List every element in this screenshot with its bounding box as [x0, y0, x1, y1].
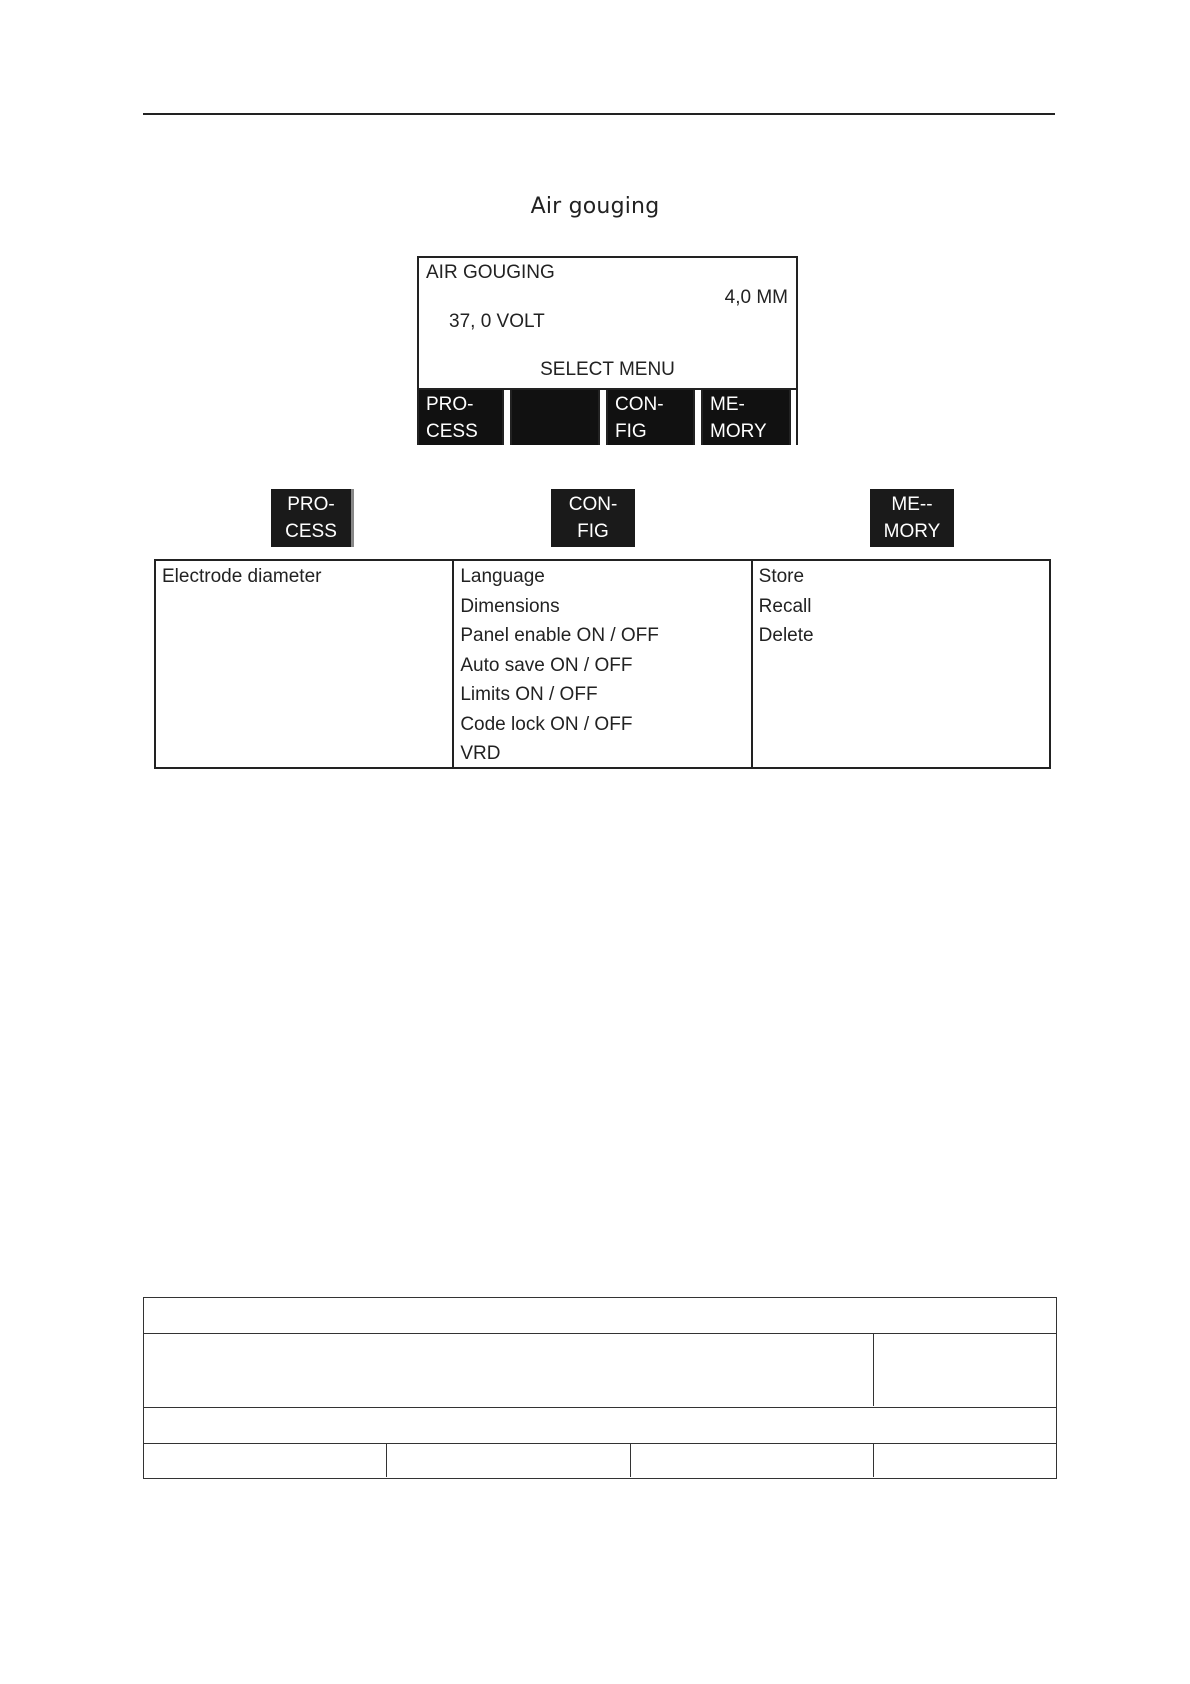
menu-table	[154, 559, 1051, 769]
key-label: CESS	[285, 521, 337, 542]
header-rule	[143, 113, 1055, 115]
key-label: ME--	[891, 494, 933, 515]
softkey-divider	[693, 390, 703, 445]
footer-form-table	[143, 1297, 1057, 1479]
footer-row	[144, 1408, 1056, 1444]
key-label: PRO-	[287, 494, 335, 515]
memory-key[interactable]	[870, 489, 954, 547]
softkey-blank[interactable]	[512, 390, 598, 445]
section-title: Air gouging	[530, 194, 660, 219]
lcd-display	[417, 256, 798, 445]
menu-item: Panel enable ON / OFF	[460, 625, 659, 646]
softkey-memory[interactable]	[703, 390, 789, 445]
menu-column-process	[156, 561, 454, 767]
process-key[interactable]	[271, 489, 354, 547]
softkey-label: FIG	[615, 421, 647, 442]
display-process-name: AIR GOUGING	[426, 262, 555, 283]
menu-item: Limits ON / OFF	[460, 684, 598, 705]
menu-item: Electrode diameter	[162, 566, 322, 587]
footer-cell	[387, 1444, 631, 1477]
softkey-label: CESS	[426, 421, 478, 442]
softkey-divider	[502, 390, 512, 445]
softkey-config[interactable]	[608, 390, 693, 445]
menu-item: Language	[460, 566, 545, 587]
softkey-bar	[419, 388, 796, 445]
menu-item: Code lock ON / OFF	[460, 713, 633, 735]
softkey-label: ME-	[710, 394, 745, 415]
footer-cell	[144, 1444, 387, 1477]
softkey-label: MORY	[710, 421, 767, 442]
menu-item: Delete	[758, 625, 814, 646]
display-voltage-value: 37, 0 VOLT	[449, 311, 545, 332]
footer-cell	[144, 1334, 874, 1406]
config-key[interactable]	[551, 489, 635, 547]
softkey-divider	[789, 390, 796, 445]
softkey-process[interactable]	[419, 390, 502, 445]
menu-column-memory	[753, 561, 1049, 767]
menu-item: Recall	[758, 595, 812, 617]
softkey-label: PRO-	[426, 394, 474, 415]
display-select-menu: SELECT MENU	[540, 359, 675, 380]
softkey-divider	[598, 390, 608, 445]
footer-cell	[631, 1444, 874, 1477]
footer-row	[144, 1444, 1056, 1478]
display-electrode-value: 4,0 MM	[724, 287, 788, 308]
menu-item: Dimensions	[460, 595, 560, 617]
footer-row	[144, 1334, 1056, 1408]
footer-row	[144, 1298, 1056, 1334]
menu-column-config	[454, 561, 752, 767]
key-label: CON-	[568, 494, 618, 515]
menu-item: Store	[758, 566, 805, 587]
softkey-label: CON-	[615, 394, 664, 415]
key-label: FIG	[577, 521, 609, 542]
key-label: MORY	[883, 521, 941, 542]
menu-item: VRD	[460, 743, 501, 764]
menu-item: Auto save ON / OFF	[460, 654, 633, 676]
